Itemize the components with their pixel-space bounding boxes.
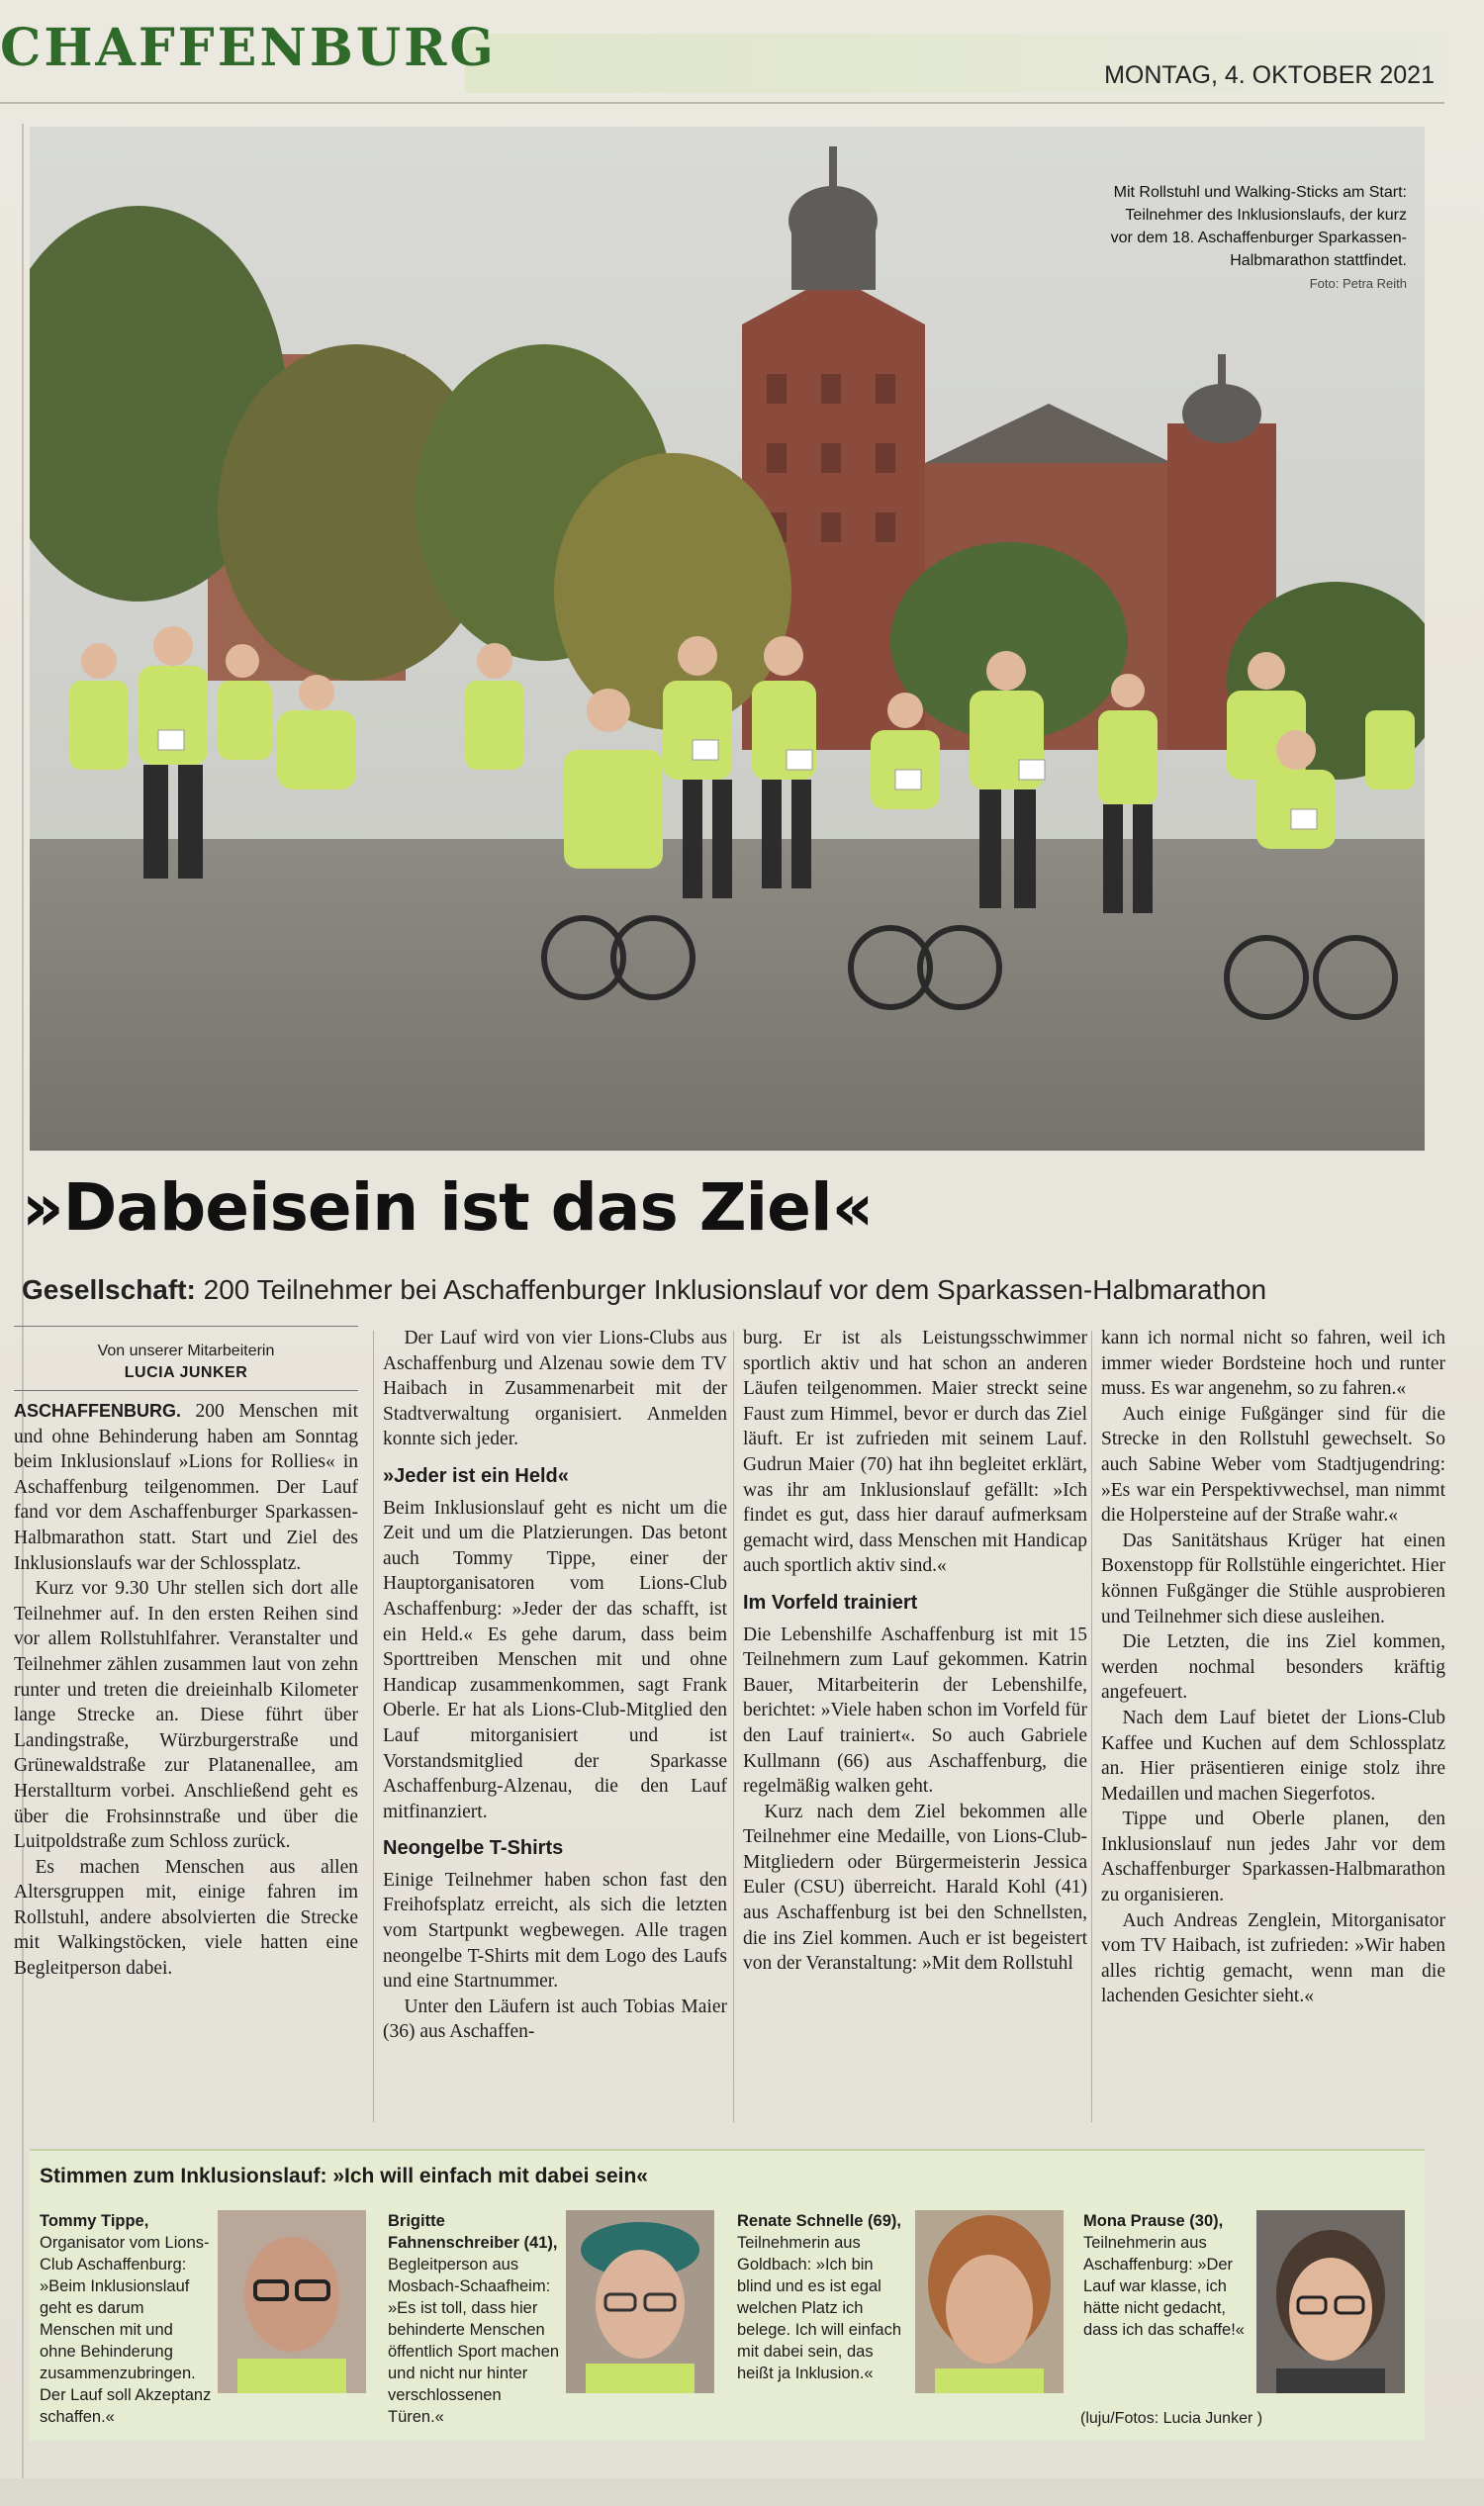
voice-quote-text: Begleitperson aus Mosbach-Schaafheim: »Es ist toll, dass hier behinderte Menschen öffentlich Sport machen und nicht nur hinter verschlossenen Türen.« [388, 2256, 560, 2426]
byline-intro: Von unserer Mitarbeiterin [97, 1343, 275, 1359]
masthead-divider [0, 102, 1444, 104]
article-column-4 [1101, 1326, 1445, 2009]
voice-name: Brigitte Fahnenschreiber (41), [388, 2212, 558, 2252]
subhead-text: 200 Teilnehmer bei Aschaffenburger Inklusionslauf vor dem Sparkassen-Halbmarathon [195, 1274, 1267, 1305]
byline-author: LUCIA JUNKER [124, 1364, 248, 1381]
voice-quote-text: Teilnehmerin aus Goldbach: »Ich bin blind und es ist egal welchen Platz ich belege. Ich will einfach mit dabei sein, das heißt ja Inklusion.« [737, 2234, 902, 2382]
voice-quote [40, 2210, 213, 2428]
voices-title: Stimmen zum Inklusionslauf: »Ich will einfach mit dabei sein« [40, 2165, 648, 2187]
voice-name: Mona Prause (30), [1083, 2212, 1224, 2230]
paragraph: Es machen Menschen aus allen Altersgruppen mit, einige fahren im Rollstuhl, andere absolvierten die Strecke mit Walkingstöcken, viele hatten eine Begleitperson dabei. [14, 1856, 358, 1980]
column-divider [733, 1331, 734, 2122]
section-heading: »Jeder ist ein Held« [383, 1464, 569, 1487]
paragraph: kann ich normal nicht so fahren, weil ich immer wieder Bordsteine hoch und runter muss. Es war angenehm, so zu fahren.« [1101, 1328, 1445, 1400]
photo-credit: Foto: Petra Reith [1309, 276, 1407, 291]
paragraph: Nach dem Lauf bietet der Lions-Club Kaffee und Kuchen auf dem Schlossplatz an. Hier präsentieren einige stolz ihre Medaillen und machen Siegerfotos. [1101, 1707, 1445, 1805]
portrait-photo [1256, 2210, 1405, 2393]
voice-quote [388, 2210, 561, 2428]
article-column-1 [14, 1326, 358, 1982]
voices-box [30, 2149, 1425, 2441]
paragraph: Kurz nach dem Ziel bekommen alle Teilnehmer eine Medaille, von Lions-Club-Mitgliedern oder Bürgermeisterin Jessica Euler (CSU) überreicht. Harald Kohl (41) aus Aschaffenburg ist bei den Schnellsten, die ins Ziel kommen. Auch er ist begeistert von der Veranstaltung: »Mit dem Rollstuhl [743, 1801, 1087, 1975]
paragraph: Einige Teilnehmer haben schon fast den Freihofsplatz erreicht, als sich die letzten vom Startpunkt wegbewegen. Alle tragen neongelbe T-Shirts mit dem Logo des Laufs und eine Startnummer. [383, 1869, 727, 1993]
caption-text: Mit Rollstuhl und Walking-Sticks am Start: Teilnehmer des Inklusionslaufs, der kurz vor dem 18. Aschaffenburger Sparkassen-Halbmarathon stattfindet. [1110, 184, 1407, 269]
dateline: ASCHAFFENBURG. [14, 1401, 181, 1421]
section-heading: Im Vorfeld trainiert [743, 1591, 918, 1614]
paragraph: Auch Andreas Zenglein, Mitorganisator vom TV Haibach, ist zufrieden: »Wir haben alles richtig gemacht, wenn man die lachenden Gesichter sieht.« [1101, 1909, 1445, 2007]
issue-date: MONTAG, 4. OKTOBER 2021 [1104, 61, 1435, 89]
masthead [0, 0, 1484, 109]
paragraph: burg. Er ist als Leistungsschwimmer sportlich aktiv und hat schon an anderen Läufen teilgenommen. Maier streckt seine Faust zum Himmel, bevor er durch das Ziel läuft. Er ist zufrieden mit seinem Lauf. Gudrun Maier (70) hat ihn begleitet erklärt, was ihr am Inklusionslauf gefällt: »Ich findet es gut, dass hier darauf aufmerksam gemacht wird, dass Menschen mit Handicap auch sportlich aktiv sind.« [743, 1328, 1087, 1577]
paragraph: Der Lauf wird von vier Lions-Clubs aus Aschaffenburg und Alzenau sowie dem TV Haibach in Zusammenarbeit mit der Stadtverwaltung organisiert. Anmelden konnte sich jeder. [383, 1328, 727, 1450]
article-column-3 [743, 1326, 1087, 1977]
paragraph: Kurz vor 9.30 Uhr stellen sich dort alle Teilnehmer auf. In den ersten Reihen sind vor allem Rollstuhlfahrer. Veranstalter und Teilnehmer zählen zusammen laut von zehn runter und treten die dreieinhalb Kilometer lange Strecke an. Diese führt über Landingstraße, Würzburgerstraße und Grünewaldstraße zur Platanenallee, am Herstallturm vorbei. Anschließend geht es über die Frohsinnstraße und über die Luitpoldstraße zum Schloss zurück. [14, 1578, 358, 1853]
portrait-photo [566, 2210, 714, 2393]
paragraph: Tippe und Oberle planen, den Inklusionslauf nun jedes Jahr vor dem Aschaffenburger Sparkassen-Halbmarathon zu organisieren. [1101, 1809, 1445, 1906]
voice-quote [737, 2210, 910, 2384]
portrait-illustration [566, 2210, 714, 2393]
portrait-illustration [1256, 2210, 1405, 2393]
voice-quote-text: Organisator vom Lions-Club Aschaffenburg: »Beim Inklusionslauf geht es darum Menschen mit und ohne Behinderung zusammenzubringen. Der Lauf soll Akzeptanz schaffen.« [40, 2234, 212, 2426]
lead-photo [30, 127, 1425, 1151]
portrait-photo [218, 2210, 366, 2393]
voices-photo-credit: (luju/Fotos: Lucia Junker ) [1080, 2410, 1263, 2427]
paragraph: Beim Inklusionslauf geht es nicht um die Zeit und um die Platzierungen. Das betont auch Tommy Tippe, einer der Hauptorganisatoren vom Lions-Club Aschaffenburg: »Jeder der das schafft, ist ein Held.« Es gehe darum, dass beim Sporttreiben Menschen mit und ohne Handicap zusammenkommen, sagt Frank Oberle. Er hat als Lions-Club-Mitglied den Lauf mitorganisiert und ist Vorstandsmitglied der Sparkasse Aschaffenburg-Alzenau, die den Lauf mitfinanziert. [383, 1497, 727, 1822]
paragraph-text: 200 Menschen mit und ohne Behinderung haben am Sonntag beim Inklusionslauf »Lions for Rollies« in Aschaffenburg teilgenommen. Der Lauf fand vor dem Aschaffenburger Sparkassen-Halbmarathon statt. Start und Ziel des Inklusionslaufs war der Schlossplatz. [14, 1401, 358, 1574]
photo-caption [1110, 181, 1407, 295]
article-column-2 [383, 1326, 727, 2045]
voice-name: Renate Schnelle (69), [737, 2212, 901, 2230]
article-headline: »Dabeisein ist das Ziel« [22, 1169, 874, 1246]
section-heading: Neongelbe T-Shirts [383, 1837, 564, 1860]
page-bottom-margin [0, 2478, 1484, 2506]
paragraph: Unter den Läufern ist auch Tobias Maier (36) aus Aschaffen- [383, 1996, 727, 2043]
voice-name: Tommy Tippe, [40, 2212, 149, 2230]
article-subhead [22, 1274, 1266, 1306]
byline [14, 1326, 358, 1391]
column-divider [1091, 1331, 1092, 2122]
voice-quote-text: Teilnehmerin aus Aschaffenburg: »Der Lauf war klasse, ich hätte nicht gedacht, dass ich das schaffe!« [1083, 2234, 1245, 2339]
masthead-title: CHAFFENBURG [0, 18, 497, 78]
paragraph [14, 1399, 358, 1576]
paragraph: Auch einige Fußgänger sind für die Strecke in den Rollstuhl gewechselt. So auch Sabine Weber vom Stadtjugendring: »Es war ein Perspektivwechsel, man nimmt die Holpersteine auf der Straße wahr.« [1101, 1403, 1445, 1527]
paragraph: Das Sanitätshaus Krüger hat einen Boxenstopp für Rollstühle eingerichtet. Hier können Fußgänger die Stühle ausprobieren und Teilnehmer sich diese ausleihen. [1101, 1530, 1445, 1627]
portrait-photo [915, 2210, 1064, 2393]
portrait-illustration [218, 2210, 366, 2393]
portrait-illustration [915, 2210, 1064, 2393]
voice-quote [1083, 2210, 1256, 2341]
paragraph: Die Lebenshilfe Aschaffenburg ist mit 15 Teilnehmern zum Lauf gekommen. Katrin Bauer, Mitarbeiterin der Lebenshilfe, berichtet: »Viele haben schon im Vorfeld für den Lauf trainiert«. So auch Gabriele Kullmann (66) aus Aschaffenburg, die regelmäßig walken geht. [743, 1624, 1087, 1798]
subhead-label: Gesellschaft: [22, 1274, 196, 1305]
paragraph: Die Letzten, die ins Ziel kommen, werden nochmal besonders kräftig angefeuert. [1101, 1631, 1445, 1704]
column-divider [373, 1331, 374, 2122]
